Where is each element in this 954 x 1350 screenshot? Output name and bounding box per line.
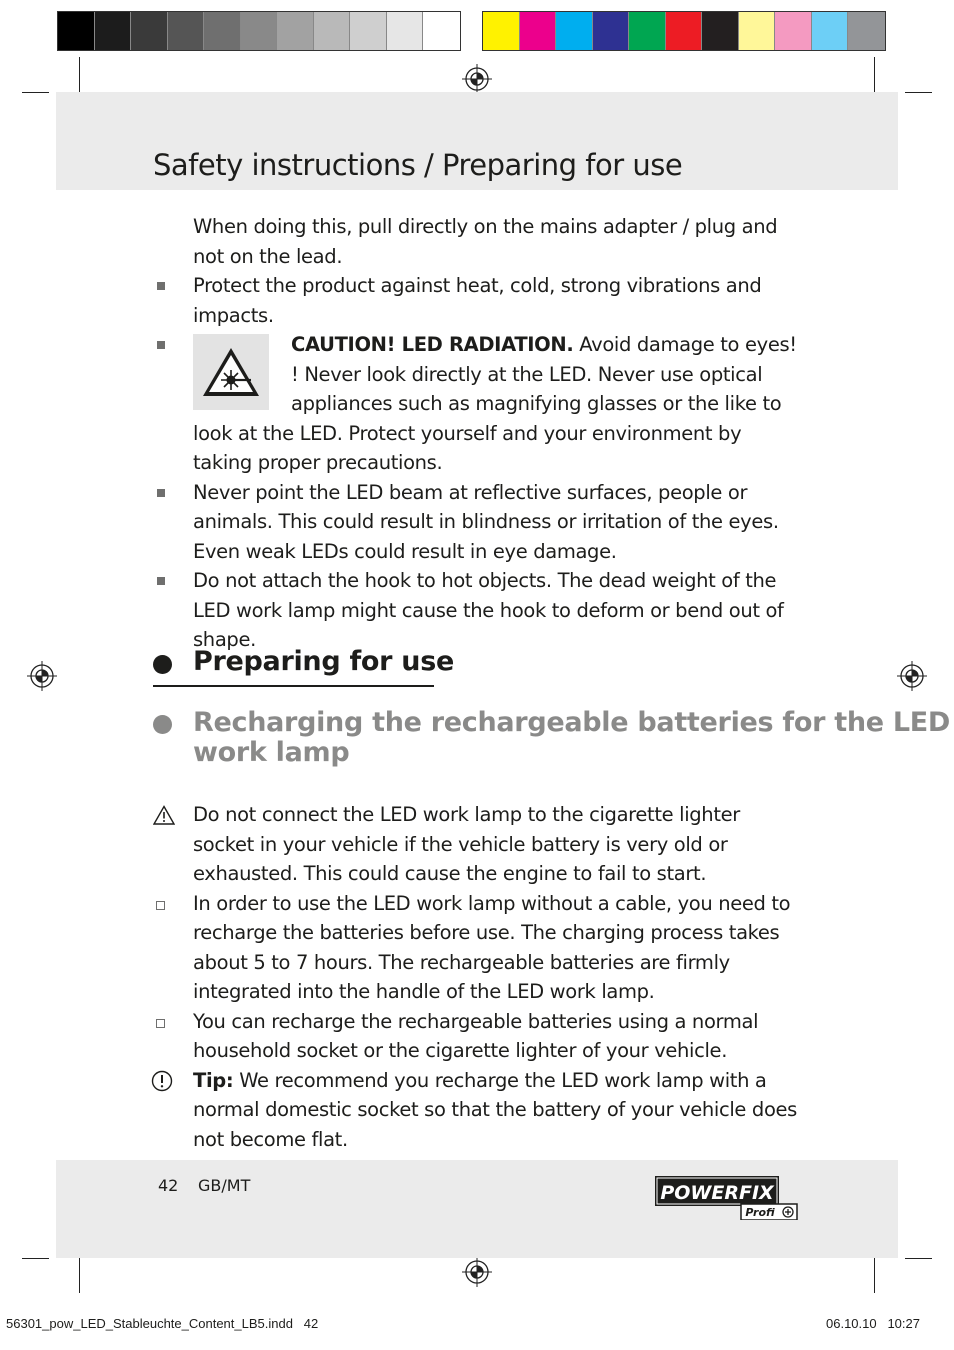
warning-text: Do not connect the LED work lamp to the cigarette lighter socket in your vehicle if the vehicle battery is very old or exhausted. This could cause the engine to fail to start.	[193, 803, 740, 885]
tip-label: Tip:	[193, 1068, 234, 1092]
preparing-content	[153, 800, 803, 1154]
crop-mark	[79, 1255, 80, 1293]
brand-name: POWERFIX	[660, 1182, 774, 1204]
crop-mark	[905, 1258, 932, 1259]
intro-continuation: When doing this, pull directly on the mains adapter / plug and not on the lead.	[193, 215, 778, 268]
crop-mark	[79, 57, 80, 95]
color-swatch	[131, 12, 168, 50]
grayscale-calibration-bar	[57, 11, 461, 51]
color-calibration-bar	[482, 11, 886, 51]
exclamation-circle-icon	[151, 1070, 173, 1092]
color-swatch	[58, 12, 95, 50]
registration-mark-icon	[897, 661, 927, 691]
brand-sub: Profi	[745, 1206, 775, 1219]
bullet-dot-icon	[153, 655, 172, 674]
registration-mark-icon	[462, 1257, 492, 1287]
crop-mark	[874, 1255, 875, 1293]
color-swatch	[739, 12, 776, 50]
crop-mark	[905, 92, 932, 93]
color-swatch	[848, 12, 885, 50]
powerfix-logo	[655, 1176, 798, 1220]
list-item: Do not attach the hook to hot objects. The dead weight of the LED work lamp might cause the hook to deform or bend out of shape.	[153, 566, 803, 655]
date-slug: 06.10.10 10:27	[826, 1316, 920, 1331]
crop-mark	[22, 1258, 49, 1259]
color-swatch	[483, 12, 520, 50]
color-swatch	[277, 12, 314, 50]
list-item: Protect the product against heat, cold, strong vibrations and impacts.	[153, 271, 803, 330]
color-swatch	[423, 12, 460, 50]
color-swatch	[702, 12, 739, 50]
page-title: Safety instructions / Preparing for use	[153, 148, 683, 182]
caution-label: CAUTION! LED RADIATION.	[291, 333, 574, 356]
color-swatch	[387, 12, 424, 50]
warning-triangle-icon	[153, 805, 175, 825]
registration-mark-icon	[462, 64, 492, 94]
list-item-step: In order to use the LED work lamp without a cable, you need to recharge the batteries before use. The charging process takes about 5 to 7 hours. The rechargeable batteries are firmly integrated into the handle of the LED work lamp.	[153, 889, 803, 1007]
page-number: 42	[158, 1176, 179, 1195]
color-swatch	[775, 12, 812, 50]
crop-mark	[874, 57, 875, 95]
tip-text: We recommend you recharge the LED work lamp with a normal domestic socket so that the battery of your vehicle does not become flat.	[193, 1068, 797, 1151]
color-swatch	[350, 12, 387, 50]
heading-underline	[153, 685, 434, 687]
file-slug: 56301_pow_LED_Stableuchte_Content_LB5.indd 42	[6, 1316, 319, 1331]
list-item-caution	[153, 330, 803, 478]
laser-warning-icon	[193, 334, 269, 410]
safety-instructions	[153, 212, 803, 655]
list-item: Never point the LED beam at reflective surfaces, people or animals. This could result in blindness or irritation of the eyes. Even weak LEDs could result in eye damage.	[153, 478, 803, 567]
color-swatch	[556, 12, 593, 50]
registration-mark-icon	[27, 661, 57, 691]
color-swatch	[204, 12, 241, 50]
crop-mark	[22, 92, 49, 93]
color-swatch	[241, 12, 278, 50]
color-swatch	[666, 12, 703, 50]
tip-note	[153, 1066, 803, 1155]
warning-note	[153, 800, 803, 889]
color-swatch	[593, 12, 630, 50]
bullet-dot-icon	[153, 715, 172, 734]
color-swatch	[314, 12, 351, 50]
locale-label: GB/MT	[198, 1176, 251, 1195]
color-swatch	[168, 12, 205, 50]
section-heading-preparing: Preparing for use	[153, 646, 454, 677]
caution-text: Avoid damage to eyes! ! Never look directly at the LED. Never use optical appliances such as magnifying glasses or the like to look at the LED. Protect yourself and your environment by taking proper precautions.	[193, 333, 797, 474]
subsection-heading-recharging: Recharging the rechargeable batteries for the LED work lamp	[153, 708, 954, 768]
list-item-step: You can recharge the rechargeable batteries using a normal household socket or the cigarette lighter of your vehicle.	[153, 1007, 803, 1066]
color-swatch	[812, 12, 849, 50]
color-swatch	[520, 12, 557, 50]
color-swatch	[629, 12, 666, 50]
color-swatch	[95, 12, 132, 50]
